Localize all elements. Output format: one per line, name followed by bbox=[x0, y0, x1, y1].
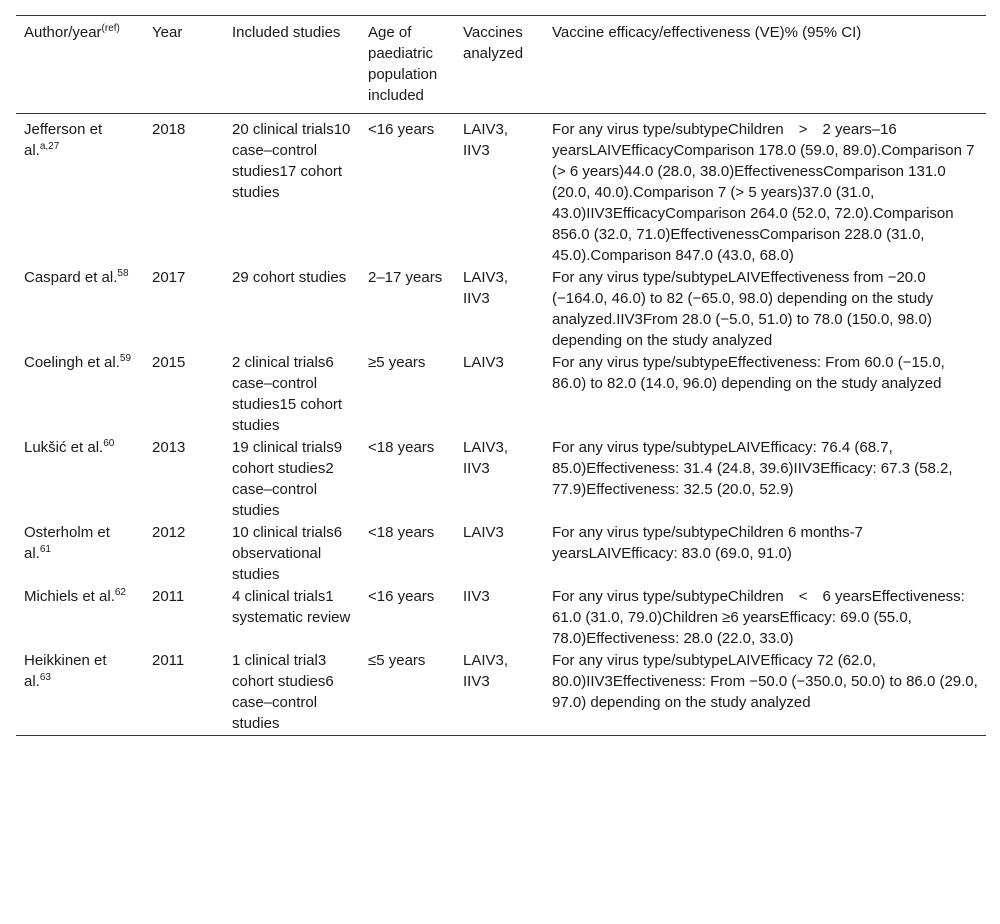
cell-age: <16 years bbox=[368, 121, 435, 138]
cell-age: <18 years bbox=[368, 524, 435, 541]
cell-author: Michiels et al.$^{62}$ bbox=[24, 587, 126, 605]
vaccine-efficacy-table bbox=[16, 15, 986, 736]
cell-author: Osterholm et al.$^{61}$ bbox=[24, 524, 110, 562]
cell-author: Jefferson et al.$^{a,27}$ bbox=[24, 121, 103, 159]
cell-studies: 4 clinical trials1 systematic review bbox=[232, 588, 351, 626]
cell-age: <16 years bbox=[368, 588, 435, 605]
cell-age: 2–17 years bbox=[368, 269, 443, 286]
header-year: Year bbox=[152, 24, 183, 41]
header-studies: Included studies bbox=[232, 24, 341, 41]
cell-author: Coelingh et al.$^{59}$ bbox=[24, 353, 132, 371]
header-author: Author/year$^{(ref)}$ bbox=[24, 23, 120, 41]
table-row bbox=[16, 352, 986, 437]
cell-ve: For any virus type/subtypeLAIVEfficacy: 76.4 (68.7, 85.0)Effectiveness: 31.4 (24.8, 39.6)IIV3Efficacy: 67.3 (58.2, 77.9)Effectiveness: 32.5 (20.0, 52.9) bbox=[552, 439, 953, 498]
cell-ve: For any virus type/subtypeEffectiveness: From 60.0 (−15.0, 86.0) to 82.0 (14.0, 96.0) depending on the study analyzed bbox=[552, 354, 945, 392]
cell-studies: 1 clinical trial3 cohort studies6 case–control studies bbox=[232, 652, 334, 732]
cell-studies: 20 clinical trials10 case–control studies17 cohort studies bbox=[232, 121, 351, 201]
cell-ve: For any virus type/subtypeLAIVEffectiveness from −20.0 (−164.0, 46.0) to 82 (−65.0, 98.0) depending on the study analyzed.IIV3From 28.0 (−5.0, 51.0) to 78.0 (150.0, 98.0) depending on the study analyzed bbox=[552, 269, 934, 349]
cell-vaccines: LAIV3, IIV3 bbox=[463, 269, 509, 307]
cell-year: 2012 bbox=[152, 524, 186, 541]
cell-ve: For any virus type/subtypeChildren 6 months-7 yearsLAIVEfficacy: 83.0 (69.0, 91.0) bbox=[552, 524, 863, 562]
table-row bbox=[16, 522, 986, 586]
cell-year: 2011 bbox=[152, 588, 185, 605]
cell-author: Heikkinen et al.$^{63}$ bbox=[24, 652, 107, 690]
cell-studies: 2 clinical trials6 case–control studies15 cohort studies bbox=[232, 354, 343, 434]
cell-year: 2018 bbox=[152, 121, 186, 138]
cell-studies: 29 cohort studies bbox=[232, 269, 347, 286]
cell-ve: For any virus type/subtypeLAIVEfficacy 72 (62.0, 80.0)IIV3Effectiveness: From −50.0 (−350.0, 50.0) to 86.0 (29.0, 97.0) depending on the study analyzed bbox=[552, 652, 978, 711]
header-ve: Vaccine efficacy/effectiveness (VE)% (95% CI) bbox=[552, 24, 862, 41]
cell-year: 2011 bbox=[152, 652, 185, 669]
cell-vaccines: LAIV3 bbox=[463, 524, 504, 541]
cell-year: 2017 bbox=[152, 269, 186, 286]
cell-studies: 10 clinical trials6 observational studies bbox=[232, 524, 343, 583]
header-row bbox=[16, 16, 986, 114]
table-row bbox=[16, 114, 986, 268]
cell-year: 2013 bbox=[152, 439, 186, 456]
cell-year: 2015 bbox=[152, 354, 186, 371]
cell-vaccines: LAIV3, IIV3 bbox=[463, 652, 509, 690]
cell-age: <18 years bbox=[368, 439, 435, 456]
cell-ve: For any virus type/subtypeChildren > 2 years–16 yearsLAIVEfficacyComparison 178.0 (59.0, 89.0).Comparison 7 (> 6 years)44.0 (28.0, 38.0)EffectivenessComparison 131.0 (20.0, 40.0).Comparison 7 (> 5 years)37.0 (31.0, 43.0)IIV3EfficacyComparison 264.0 (52.0, 72.0).Comparison 856.0 (32.0, 71.0)EffectivenessComparison 228.0 (31.0, 45.0).Comparison 847.0 (43.0, 68.0) bbox=[552, 121, 975, 264]
cell-author: Caspard et al.$^{58}$ bbox=[24, 268, 129, 286]
header-vaccines: Vaccines analyzed bbox=[463, 24, 524, 62]
cell-studies: 19 clinical trials9 cohort studies2 case–control studies bbox=[232, 439, 343, 519]
cell-vaccines: LAIV3, IIV3 bbox=[463, 121, 509, 159]
cell-ve: For any virus type/subtypeChildren < 6 yearsEffectiveness: 61.0 (31.0, 79.0)Children ≥6 yearsEfficacy: 69.0 (55.0, 78.0)Effectiveness: 28.0 (22.0, 33.0) bbox=[552, 588, 965, 647]
cell-vaccines: IIV3 bbox=[463, 588, 490, 605]
table-row bbox=[16, 267, 986, 352]
table-row bbox=[16, 650, 986, 736]
cell-age: ≥5 years bbox=[368, 354, 426, 371]
cell-age: ≤5 years bbox=[368, 652, 426, 669]
header-age: Age of paediatric population included bbox=[368, 24, 438, 104]
cell-vaccines: LAIV3 bbox=[463, 354, 504, 371]
cell-vaccines: LAIV3, IIV3 bbox=[463, 439, 509, 477]
cell-author: Lukšić et al.$^{60}$ bbox=[24, 438, 115, 456]
table-row bbox=[16, 437, 986, 522]
table-row bbox=[16, 586, 986, 650]
